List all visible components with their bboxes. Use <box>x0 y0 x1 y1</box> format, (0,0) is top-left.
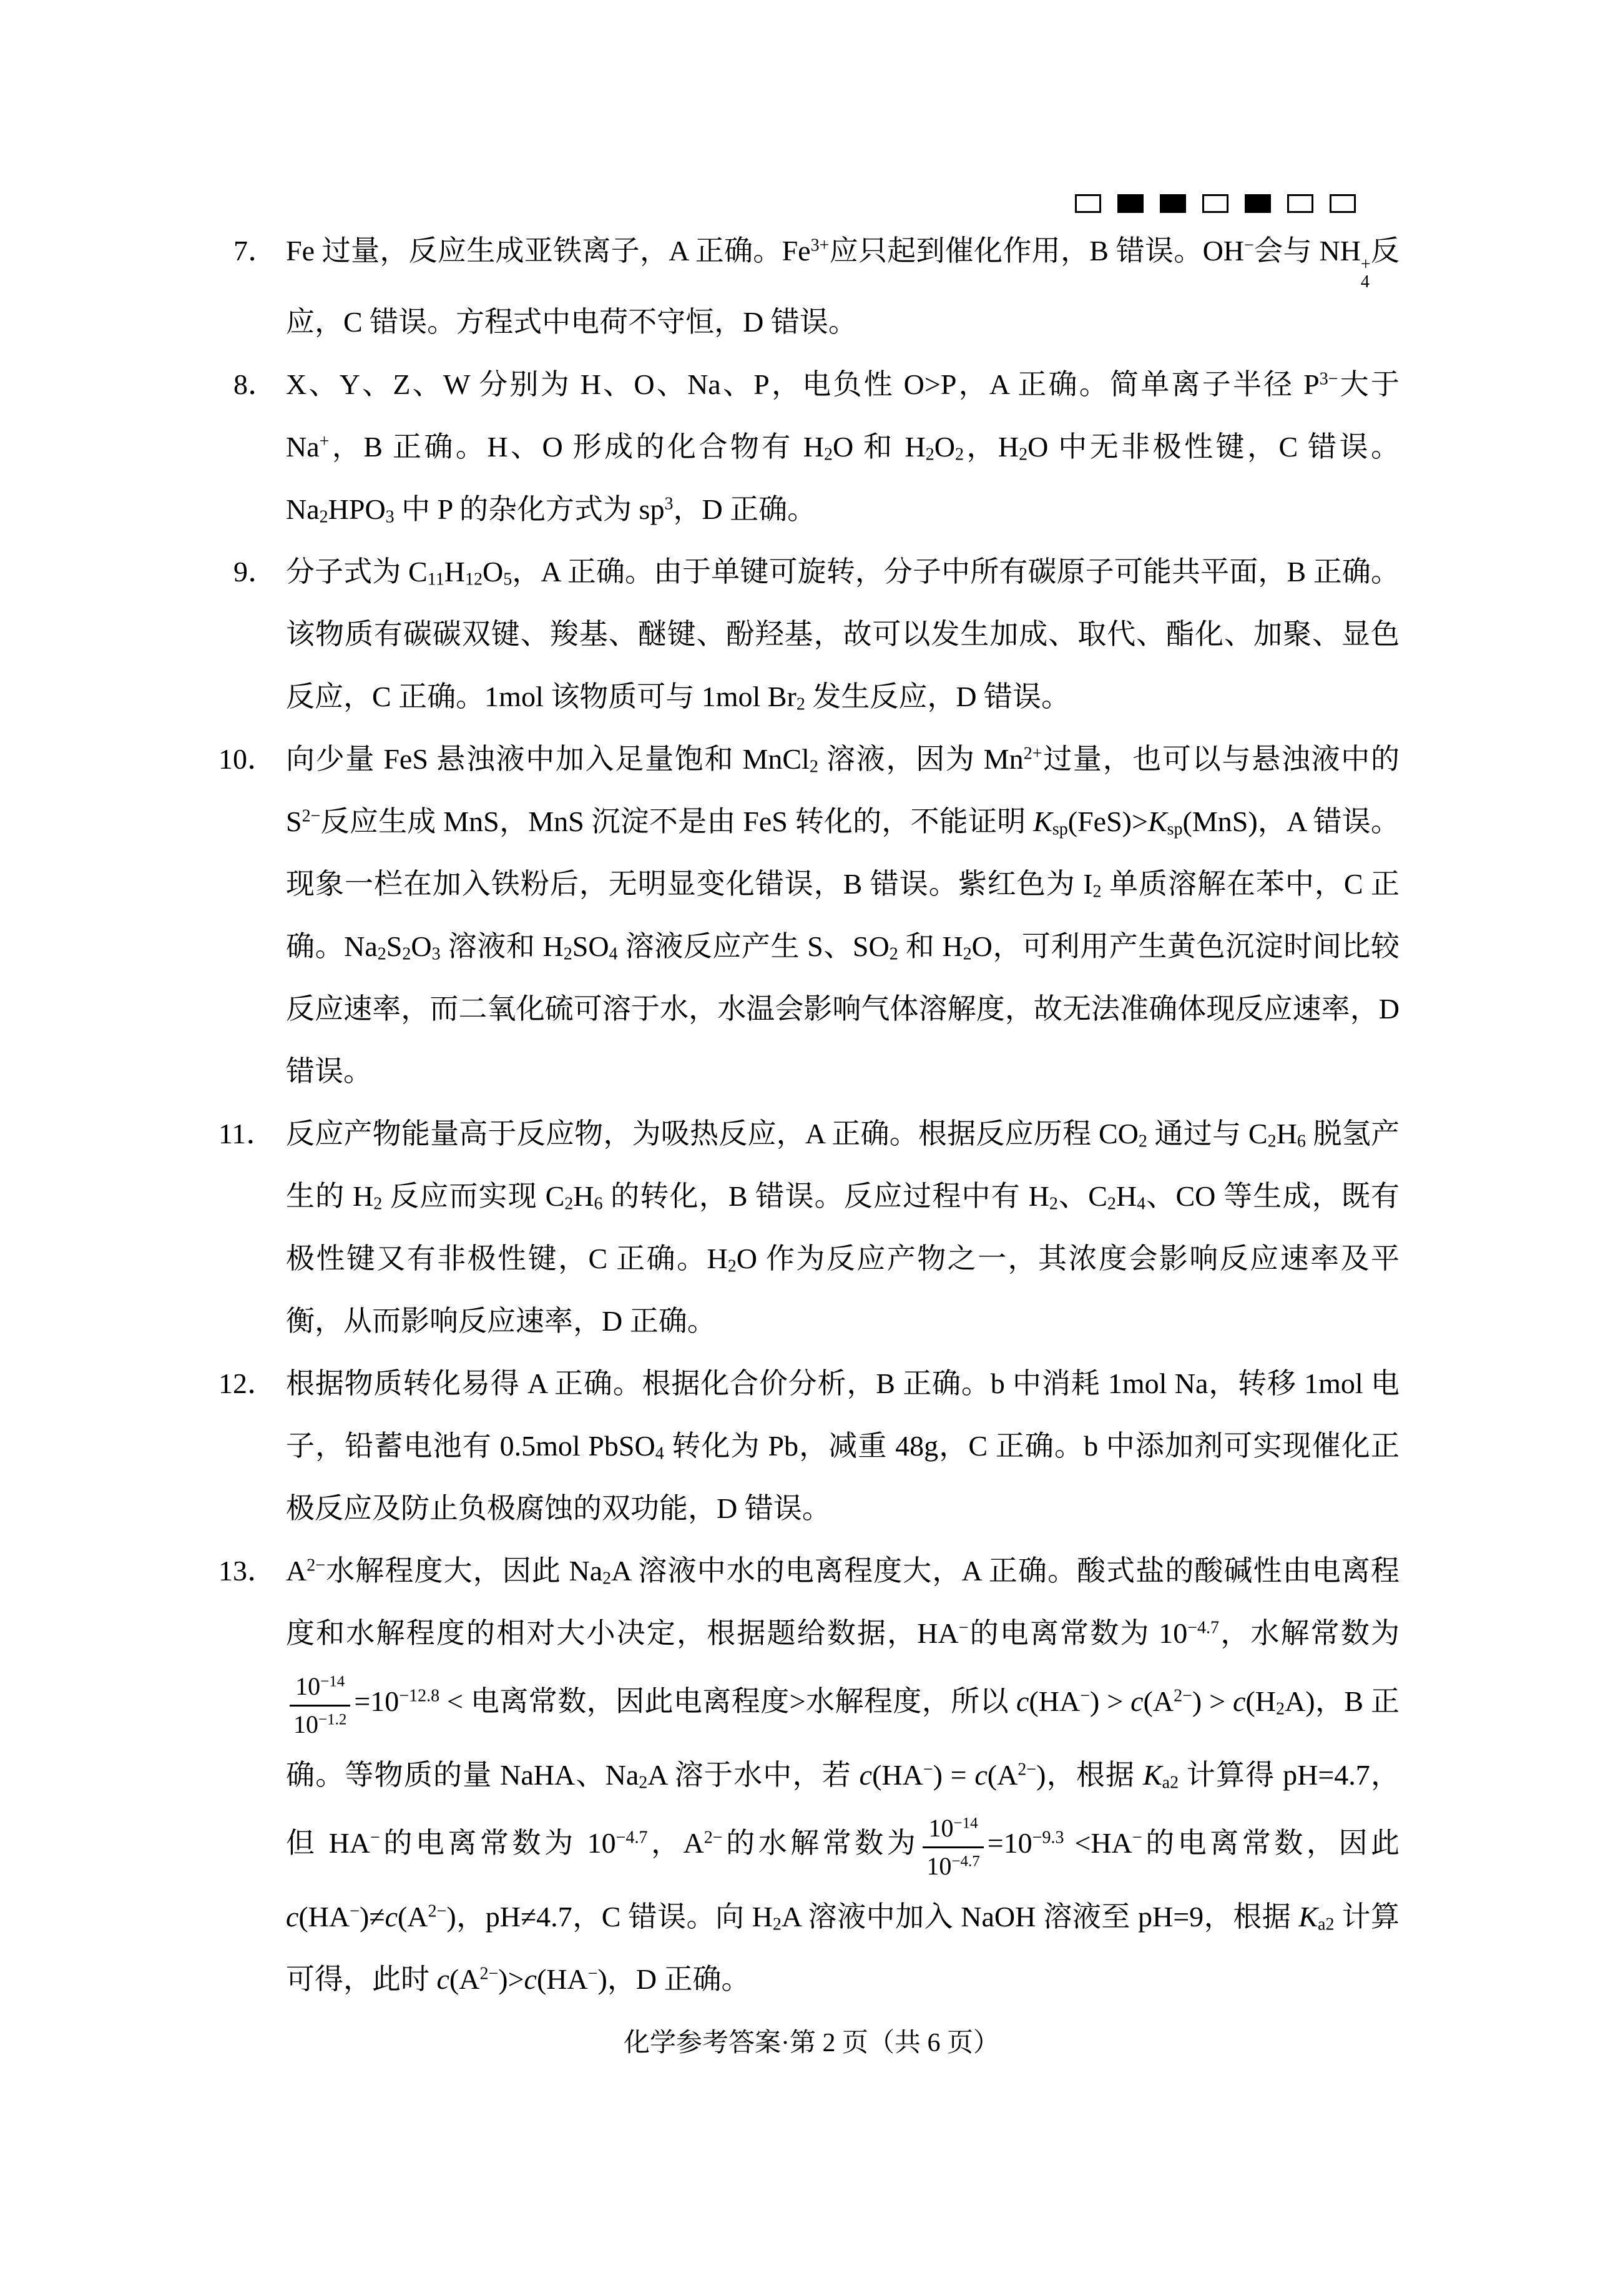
registration-marks-row <box>1075 194 1356 213</box>
registration-mark <box>1075 194 1101 213</box>
answer-item <box>218 541 1400 728</box>
item-number: 9． <box>233 556 277 588</box>
item-content: 反应产物能量高于反应物，为吸热反应，A 正确。根据反应历程 $CO_2$ 通过与 $C_2H_6$ 脱氢产生的 $H_2$ 反应而实现 $C_2H_6$ 的转化，B 错误。反应过程中有 $H_2$、$C_2H_4$、CO 等生成，既有极性键又有非极性键，C 正确。$H_2O$ 作为反应产物之一，其浓度会影响反应速率及平衡，从而影响反应速率，D 正确。 <box>286 1118 1400 1338</box>
item-number: 11． <box>218 1118 275 1150</box>
item-content: 分子式为 $C_{11}H_{12}O_5$，A 正确。由于单键可旋转，分子中所有碳原子可能共平面，B 正确。该物质有碳碳双键、羧基、醚键、酚羟基，故可以发生加成、取代、酯化、加聚、显色反应，C 正确。1mol 该物质可与 1mol $Br_2$ 发生反应，D 错误。 <box>286 556 1400 714</box>
registration-mark <box>1330 194 1356 213</box>
item-number: 12． <box>218 1367 276 1400</box>
item-number: 13． <box>218 1555 276 1587</box>
answer-item <box>218 1352 1400 1540</box>
registration-mark <box>1160 194 1186 213</box>
answer-item <box>218 353 1400 541</box>
item-number: 10． <box>218 743 276 776</box>
answer-item <box>218 1103 1400 1352</box>
registration-mark <box>1202 194 1228 213</box>
item-content: X、Y、Z、W 分别为 H、O、Na、P，电负性 O>P，A 正确。简单离子半径 $P^{3-}$大于 Na+，B 正确。H、O 形成的化合物有 $H_2O$ 和 $H_2O_2$，$H_2O$ 中无非极性键，C 错误。$Na_2HPO_3$ 中 P 的杂化方式为 $sp^3$，D 正确。 <box>286 368 1400 527</box>
item-content: $A^{2-}$水解程度大，因此 $Na_2A$ 溶液中水的电离程度大，A 正确。酸式盐的酸碱性由电离程度和水解程度的相对大小决定，根据题给数据，HA−的电离常数为 $10^{-4.7}$，水解常数为 $\frac{10^{-14}}{10^{-1.2}}$ $=10^{-12.8}$ < 电离常数，因此电离程度>水解程度，所以 $c(HA^-) > c(A^{2-}) > c(H_2A)$，B 正确。等物质的量 NaHA、$Na_2A$ 溶于水中，若 $c(HA^-) = c(A^{2-})$，根据 $K_{a2}$ 计算得 pH=4.7，但 HA−的电离常数为 $10^{-4.7}$，$A^{2-}$的水解常数为 $\frac{10^{-14}}{10^{-4.7}}$ $=10^{-9.3} <HA^-$的电离常数，因此 $c(HA^-)\ne c(A^{2-})$，pH≠4.7，C 错误。向 $H_2A$ 溶液中加入 NaOH 溶液至 pH=9，根据 $K_{a2}$ 计算可得，此时 $c(A^{2-})>c(HA^-)$，D 正确。 <box>286 1555 1400 1996</box>
registration-mark <box>1117 194 1144 213</box>
fraction: $\frac{10^{-14}}{10^{-1.2}}$ <box>290 1668 350 1740</box>
answer-item <box>218 220 1400 353</box>
item-content: 向少量 FeS 悬浊液中加入足量饱和 MnCl$_2$ 溶液，因为 $Mn^{2+}$过量，也可以与悬浊液中的 $S^{2-}$反应生成 MnS，MnS 沉淀不是由 FeS 转化的，不能证明 $K_{sp}(FeS)>K_{sp}(MnS)$，A 错误。现象一栏在加入铁粉后，无明显变化错误，B 错误。紫红色为 $I_2$ 单质溶解在苯中，C 正确。$Na_2S_2O_3$ 溶液和 $H_2SO_4$ 溶液反应产生 S、$SO_2$ 和 $H_2O$，可利用产生黄色沉淀时间比较反应速率，而二氧化硫可溶于水，水温会影响气体溶解度，故无法准确体现反应速率，D 错误。 <box>286 743 1400 1088</box>
answer-list <box>218 220 1400 2011</box>
item-content: Fe 过量，反应生成亚铁离子，A 正确。$Fe^{3+}$应只起到催化作用，B 错误。OH−会与 NH + 4 反应，C 错误。方程式中电荷不守恒，D 错误。 <box>286 235 1400 338</box>
registration-mark <box>1245 194 1271 213</box>
fraction: $\frac{10^{-14}}{10^{-4.7}}$ <box>923 1810 983 1882</box>
answer-item <box>218 1540 1400 2011</box>
registration-mark <box>1287 194 1313 213</box>
item-content: 根据物质转化易得 A 正确。根据化合价分析，B 正确。b 中消耗 1mol Na，转移 1mol 电子，铅蓄电池有 0.5mol PbSO$_4$ 转化为 Pb，减重 48g，C 正确。b 中添加剂可实现催化正极反应及防止负极腐蚀的双功能，D 错误。 <box>286 1367 1400 1525</box>
item-number: 7． <box>233 235 277 267</box>
answer-item <box>218 728 1400 1103</box>
item-number: 8． <box>233 368 277 401</box>
page-footer: 化学参考答案·第 2 页（共 6 页） <box>624 2029 999 2057</box>
